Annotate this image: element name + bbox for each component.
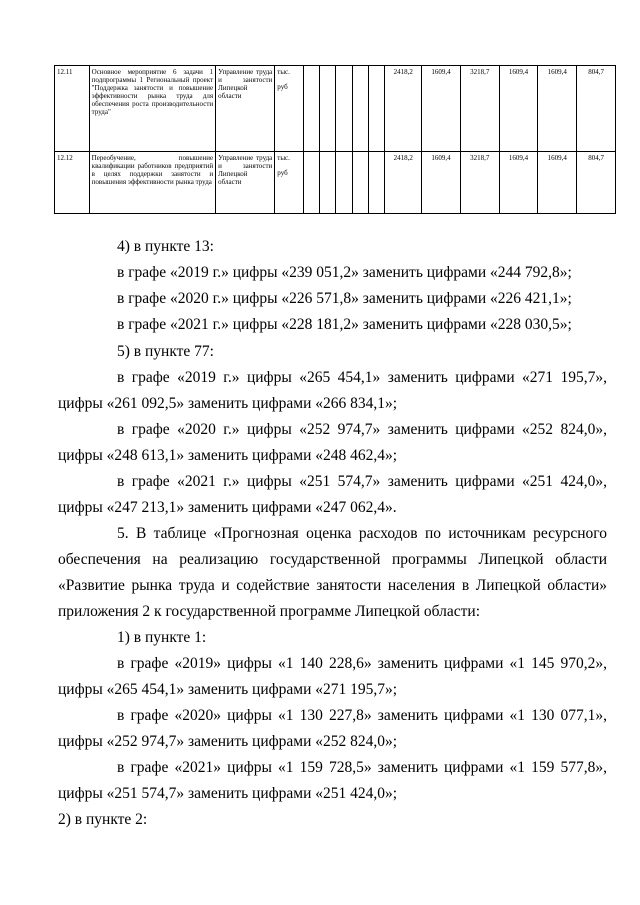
paragraph-line: в графе «2021» цифры «1 159 728,5» заменить цифрами «1 159 577,8», <box>117 759 607 776</box>
paragraph-line: 5. В таблице «Прогнозная оценка расходов по источникам ресурсного <box>117 525 607 542</box>
value-cell: 2418,2 <box>385 66 422 152</box>
value-cell: 1609,4 <box>538 66 577 152</box>
paragraph: 1) в пункте 1: <box>117 629 207 646</box>
empty-cell <box>352 152 368 214</box>
empty-cell <box>320 152 336 214</box>
value-cell: 804,7 <box>577 66 616 152</box>
empty-cell <box>336 152 352 214</box>
paragraph: 4) в пункте 13: <box>117 238 214 255</box>
paragraph-line: цифры «252 974,7» заменить цифрами «252 824,0»; <box>58 733 398 750</box>
paragraph-line: приложения 2 к государственной программе Липецкой области: <box>58 603 481 620</box>
paragraph-line: цифры «265 454,1» заменить цифрами «271 195,7»; <box>58 681 398 698</box>
row-description: Основное мероприятие 6 задачи 1 подпрограммы 1 Региональный проект "Поддержка занятости и повышение эффективности рынка труда для обеспечения роста производительности труда" <box>89 66 215 152</box>
empty-cell <box>303 66 319 152</box>
paragraph-line: в графе «2019 г.» цифры «265 454,1» заменить цифрами «271 195,7», <box>117 369 607 386</box>
empty-cell <box>336 66 352 152</box>
paragraph: 2) в пункте 2: <box>58 811 148 828</box>
value-cell: 1609,4 <box>422 152 461 214</box>
unit-line-2: руб <box>277 169 288 177</box>
paragraph-line: в графе «2019» цифры «1 140 228,6» заменить цифрами «1 145 970,2», <box>117 655 607 672</box>
paragraph: 5) в пункте 77: <box>117 343 214 360</box>
empty-cell <box>320 66 336 152</box>
paragraph-line: «Развитие рынка труда и содействие занятости населения в Липецкой области» <box>58 577 607 594</box>
program-table <box>54 65 616 214</box>
row-unit <box>275 152 304 214</box>
value-cell: 1609,4 <box>422 66 461 152</box>
paragraph: в графе «2021 г.» цифры «228 181,2» заменить цифрами «228 030,5»; <box>117 316 572 333</box>
empty-cell <box>369 152 385 214</box>
empty-cell <box>303 152 319 214</box>
row-unit <box>275 66 304 152</box>
paragraph-line: в графе «2021 г.» цифры «251 574,7» заменить цифрами «251 424,0», <box>117 473 607 490</box>
value-cell: 1609,4 <box>499 66 538 152</box>
paragraph-line: цифры «261 092,5» заменить цифрами «266 834,1»; <box>58 395 398 412</box>
paragraph-line: цифры «248 613,1» заменить цифрами «248 462,4»; <box>58 447 398 464</box>
row-agency: Управление труда и занятости Липецкой области <box>216 152 275 214</box>
row-agency: Управление труда и занятости Липецкой области <box>216 66 275 152</box>
row-number: 12.11 <box>55 66 90 152</box>
row-description: Переобучение, повышение квалификации работников предприятий в целях поддержки занятости и повышения эффективности рынка труда <box>89 152 215 214</box>
unit-line-1: тыс. <box>277 154 290 162</box>
paragraph: в графе «2019 г.» цифры «239 051,2» заменить цифрами «244 792,8»; <box>117 264 572 281</box>
row-number: 12.12 <box>55 152 90 214</box>
value-cell: 2418,2 <box>385 152 422 214</box>
paragraph-line: цифры «251 574,7» заменить цифрами «251 424,0»; <box>58 785 398 802</box>
unit-line-2: руб <box>277 83 288 91</box>
paragraph-line: обеспечения на реализацию государственной программы Липецкой области <box>58 551 607 568</box>
paragraph-line: в графе «2020» цифры «1 130 227,8» заменить цифрами «1 130 077,1», <box>117 707 607 724</box>
paragraph: в графе «2020 г.» цифры «226 571,8» заменить цифрами «226 421,1»; <box>117 290 572 307</box>
value-cell: 804,7 <box>577 152 616 214</box>
paragraph-line: цифры «247 213,1» заменить цифрами «247 062,4». <box>58 499 397 516</box>
table-row <box>55 152 616 214</box>
value-cell: 1609,4 <box>499 152 538 214</box>
empty-cell <box>369 66 385 152</box>
value-cell: 3218,7 <box>460 152 499 214</box>
empty-cell <box>352 66 368 152</box>
value-cell: 1609,4 <box>538 152 577 214</box>
unit-line-1: тыс. <box>277 68 290 76</box>
paragraph-line: в графе «2020 г.» цифры «252 974,7» заменить цифрами «252 824,0», <box>117 421 607 438</box>
value-cell: 3218,7 <box>460 66 499 152</box>
table-row <box>55 66 616 152</box>
